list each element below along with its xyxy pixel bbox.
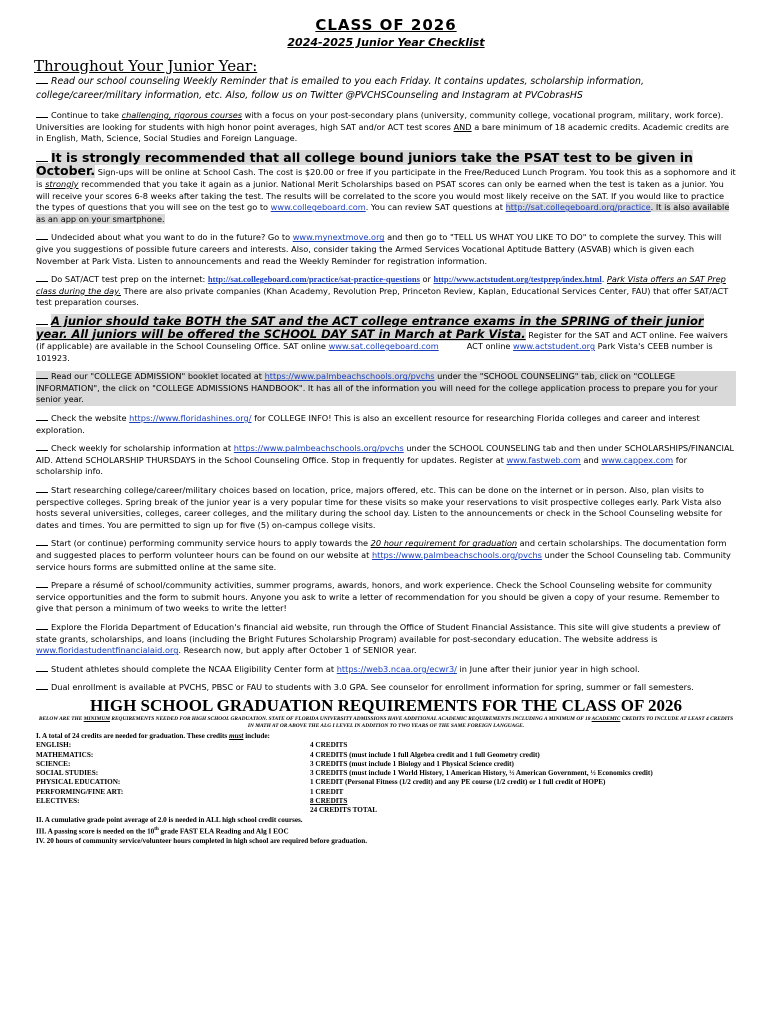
- checkbox-blank[interactable]: [36, 378, 48, 379]
- requirement-row: PERFORMING/FINE ART: 1 CREDIT: [36, 787, 344, 796]
- act-prep-link[interactable]: http://www.actstudent.org/testprep/index.html: [433, 274, 602, 285]
- financial-aid-link[interactable]: www.floridastudentfinancialaid.org: [36, 645, 179, 656]
- checkbox-blank[interactable]: [36, 420, 48, 421]
- checkbox-blank[interactable]: [36, 161, 48, 162]
- page-subtitle: 2024-2025 Junior Year Checklist: [287, 36, 485, 49]
- checklist-item-booklet: Read our "COLLEGE ADMISSION" booklet located at https://www.palmbeachschools.org/pvchs under the "SCHOOL COUNSELING" tab, click on "COLLEGE INFORMATION", the click on "COLLEGE ADMISSIONS HANDBOOK". It has all of the information you will need for the college application process to prepare you for your senior year.: [36, 371, 736, 406]
- checklist-item-weekly: Read our school counseling Weekly Reminder that is emailed to you each Friday. It contains updates, scholarship information, college/career/military information, etc. Also, follow us on Twitter @PVCHSCounseling and Instagram at PVCobrasHS: [36, 76, 644, 101]
- checkbox-blank[interactable]: [36, 281, 48, 282]
- mynextmove-link[interactable]: www.mynextmove.org: [292, 232, 385, 243]
- requirement-intro: I. A total of 24 credits are needed for graduation. These credits must include:: [36, 731, 270, 740]
- checklist-item-floridashines: Check the website https://www.floridashines.org/ for COLLEGE INFO! This is also an excellent resource for researching Florida colleges and career and interest exploration.: [36, 413, 700, 435]
- section-heading: Throughout Your Junior Year:: [34, 57, 258, 75]
- checklist-item-psat: It is strongly recommended that all college bound juniors take the PSAT test to be given in October. Sign-ups will be online at School Cash. The cost is $20.00 or free if you participate in the Free/Reduced Lunch Program. You took this as a sophomore and it is strongly recommended that you take it again as a junior. National Merit Scholarships based on PSAT scores can only be earned when the test is taken as a junior. You will receive your scores 6-8 weeks after taking the test. The results will be correlated to the score you would most likely receive on the SAT. If you would like to practice the types of questions that you will see on the test go to www.collegeboard.com. You can review SAT questions at http://sat.collegeboard.org/practice. It is also available as an app on your smartphone.: [36, 149, 736, 224]
- cappex-link[interactable]: www.cappex.com: [601, 454, 674, 465]
- fastweb-link[interactable]: www.fastweb.com: [506, 454, 581, 465]
- checklist-item-financial-aid: Explore the Florida Department of Education's financial aid website, run through the Office of Student Financial Assistance. This site will give students a preview of state grants, scholarships, and loans (including the Bright Futures Scholarship Program) available for post-secondary education. The website address is www.floridastudentfinancialaid.org. Research now, but apply after October 1 of SENIOR year.: [36, 621, 721, 656]
- graduation-requirements-note: BELOW ARE THE MINIMUM REQUIREMENTS NEEDED FOR HIGH SCHOOL GRADUATION. STATE OF FLORIDA UNIVERSITY ADMISSIONS HAVE ADDITIONAL ACADEMIC REQUIREMENTS INCLUDING A MINIMUM OF 18 ACADEMIC CREDITS TO INCLUDE AT LEAST 4 CREDITS IN MATH AT OR ABOVE THE ALG I LEVEL IN ADDITION TO TWO YEARS OF THE SAME FOREIGN LANGUAGE.: [38, 715, 734, 729]
- requirement-row: PHYSICAL EDUCATION: 1 CREDIT (Personal Fitness (1/2 credit) and any PE course (1/2 credit) or 1 full credit of HOPE): [36, 778, 606, 787]
- graduation-requirements-title: HIGH SCHOOL GRADUATION REQUIREMENTS FOR THE CLASS OF 2026: [90, 695, 682, 715]
- checkbox-blank[interactable]: [36, 117, 48, 118]
- checklist-item-scholarships: Check weekly for scholarship information at https://www.palmbeachschools.org/pvchs under the SCHOOL COUNSELING tab and then under SCHOLARSHIPS/FINANCIAL AID. Attend SCHOLARSHIP THURSDAYS in the School Counseling Office. Stop in frequently for updates. Register at www.fastweb.com and www.cappex.com for scholarship info.: [36, 443, 735, 477]
- requirement-total: 24 CREDITS TOTAL: [310, 806, 378, 815]
- page-title: CLASS OF 2026: [315, 16, 457, 34]
- sat-online-link[interactable]: www.sat.collegeboard.com: [328, 341, 439, 352]
- pvchs-link[interactable]: https://www.palmbeachschools.org/pvchs: [233, 443, 404, 454]
- checkbox-blank[interactable]: [36, 324, 48, 325]
- checklist-item-research: Start researching college/career/military choices based on location, price, majors offered, etc. This can be done on the internet or in person. Also, plan visits to perspective colleges. Spring break of the junior year is a very popular time for these visits so make your reservations to visit prospective colleges early. Park Vista also hosts several universities, colleges, career colleges, and the military during the school day. Listen to the announcements or check in the School Counseling website for dates and times. You are permitted to sign up for five (5) on-campus college visits.: [36, 485, 723, 530]
- requirement-service: IV. 20 hours of community service/volunteer hours completed in high school are required before graduation.: [36, 836, 368, 845]
- collegeboard-link[interactable]: www.collegeboard.com: [270, 202, 366, 213]
- checklist-item-resume: Prepare a résumé of school/community activities, summer programs, awards, honors, and work experience. Check the School Counseling website for community service opportunities and the form to submit hours. Anyone you ask to write a letter of recommendation for you should be given a copy of your resume. Remember to give that person a minimum of two weeks to write the letter!: [36, 580, 720, 614]
- requirement-row: ELECTIVES: 8 CREDITS: [36, 797, 348, 806]
- checklist-item-rigor: Continue to take challenging, rigorous courses with a focus on your post-secondary plans (university, community college, vocational program, military, work force). Universities are looking for students with high honor point averages, high SAT and/or ACT test scores AND a bare minimum of 18 academic credits. Academic credits are in English, Math, Science, Social Studies and Foreign Language.: [36, 110, 729, 144]
- checkbox-blank[interactable]: [36, 671, 48, 672]
- checklist-item-sat-act: A junior should take BOTH the SAT and the ACT college entrance exams in the SPRING of their junior year. All juniors will be offered the SCHOOL DAY SAT in March at Park Vista. Register for the SAT and ACT online. Fee waivers (if applicable) are available in the School Counseling Office. SAT online www.sat.collegeboard.com ACT online www.actstudent.org Park Vista's CEEB number is 101923.: [36, 313, 728, 363]
- checklist-item-dual-enrollment: Dual enrollment is available at PVCHS, PBSC or FAU to students with 3.0 GPA. See counselor for enrollment information for spring, summer or fall semesters.: [36, 682, 736, 694]
- requirements-list: [36, 732, 736, 846]
- checkbox-blank[interactable]: [36, 587, 48, 588]
- act-online-link[interactable]: www.actstudent.org: [513, 341, 596, 352]
- checkbox-blank[interactable]: [36, 450, 48, 451]
- checklist-item-service: Start (or continue) performing community service hours to apply towards the 20 hour requirement for graduation and certain scholarships. The documentation form and suggested places to perform volunteer hours can be found on our website at https://www.palmbeachschools.org/pvchs under the School Counseling tab. Community service hours forms are submitted online at the same site.: [36, 538, 731, 572]
- checklist-item-test-prep: Do SAT/ACT test prep on the internet: http://sat.collegeboard.com/practice/sat-practice-questions or http://www.actstudent.org/testprep/index.html. Park Vista offers an SAT Prep class during the day. There are also private companies (Khan Academy, Revolution Prep, Princeton Review, Kaplan, Educational Services Center, FAU) that offer SAT/ACT test preparation courses.: [36, 274, 729, 308]
- checkbox-blank[interactable]: [36, 545, 48, 546]
- sat-practice-link[interactable]: http://sat.collegeboard.org/practice: [505, 202, 651, 213]
- sat-questions-link[interactable]: http://sat.collegeboard.com/practice/sat-practice-questions: [207, 274, 420, 285]
- requirement-gpa: II. A cumulative grade point average of 2.0 is needed in ALL high school credit courses.: [36, 815, 303, 824]
- requirement-row: MATHEMATICS: 4 CREDITS (must include 1 full Algebra credit and 1 full Geometry credit): [36, 750, 540, 759]
- checklist-item-ncaa: Student athletes should complete the NCAA Eligibility Center form at https://web3.ncaa.org/ecwr3/ in June after their junior year in high school.: [36, 664, 736, 676]
- ncaa-link[interactable]: https://web3.ncaa.org/ecwr3/: [336, 663, 457, 674]
- checklist-item-undecided: Undecided about what you want to do in the future? Go to www.mynextmove.org and then go to "TELL US WHAT YOU LIKE TO DO" to complete the survey. This will give you suggestions of possible future careers and interests. Also, consider taking the Armed Services Vocational Aptitude Battery (ASVAB) which is given each November at Park Vista. Listen to announcements and read the Weekly Reminder for registration information.: [36, 232, 722, 266]
- requirement-row: ENGLISH: 4 CREDITS: [36, 741, 348, 750]
- checkbox-blank[interactable]: [36, 689, 48, 690]
- checklist-page: [36, 16, 736, 846]
- requirement-row: SOCIAL STUDIES: 3 CREDITS (must include 1 World History, 1 American History, ½ American Government, ½ Economics credit): [36, 769, 653, 778]
- checkbox-blank[interactable]: [36, 492, 48, 493]
- checkbox-blank[interactable]: [36, 239, 48, 240]
- pvchs-link[interactable]: https://www.palmbeachschools.org/pvchs: [264, 371, 435, 382]
- checkbox-blank[interactable]: [36, 629, 48, 630]
- floridashines-link[interactable]: https://www.floridashines.org/: [129, 413, 252, 424]
- requirement-row: SCIENCE: 3 CREDITS (must include 1 Biology and 1 Physical Science credit): [36, 759, 514, 768]
- pvchs-link[interactable]: https://www.palmbeachschools.org/pvchs: [371, 550, 542, 560]
- checkbox-blank[interactable]: [36, 83, 48, 84]
- requirement-tests: III. A passing score is needed on the 10th grade FAST ELA Reading and Alg I EOC: [36, 826, 289, 836]
